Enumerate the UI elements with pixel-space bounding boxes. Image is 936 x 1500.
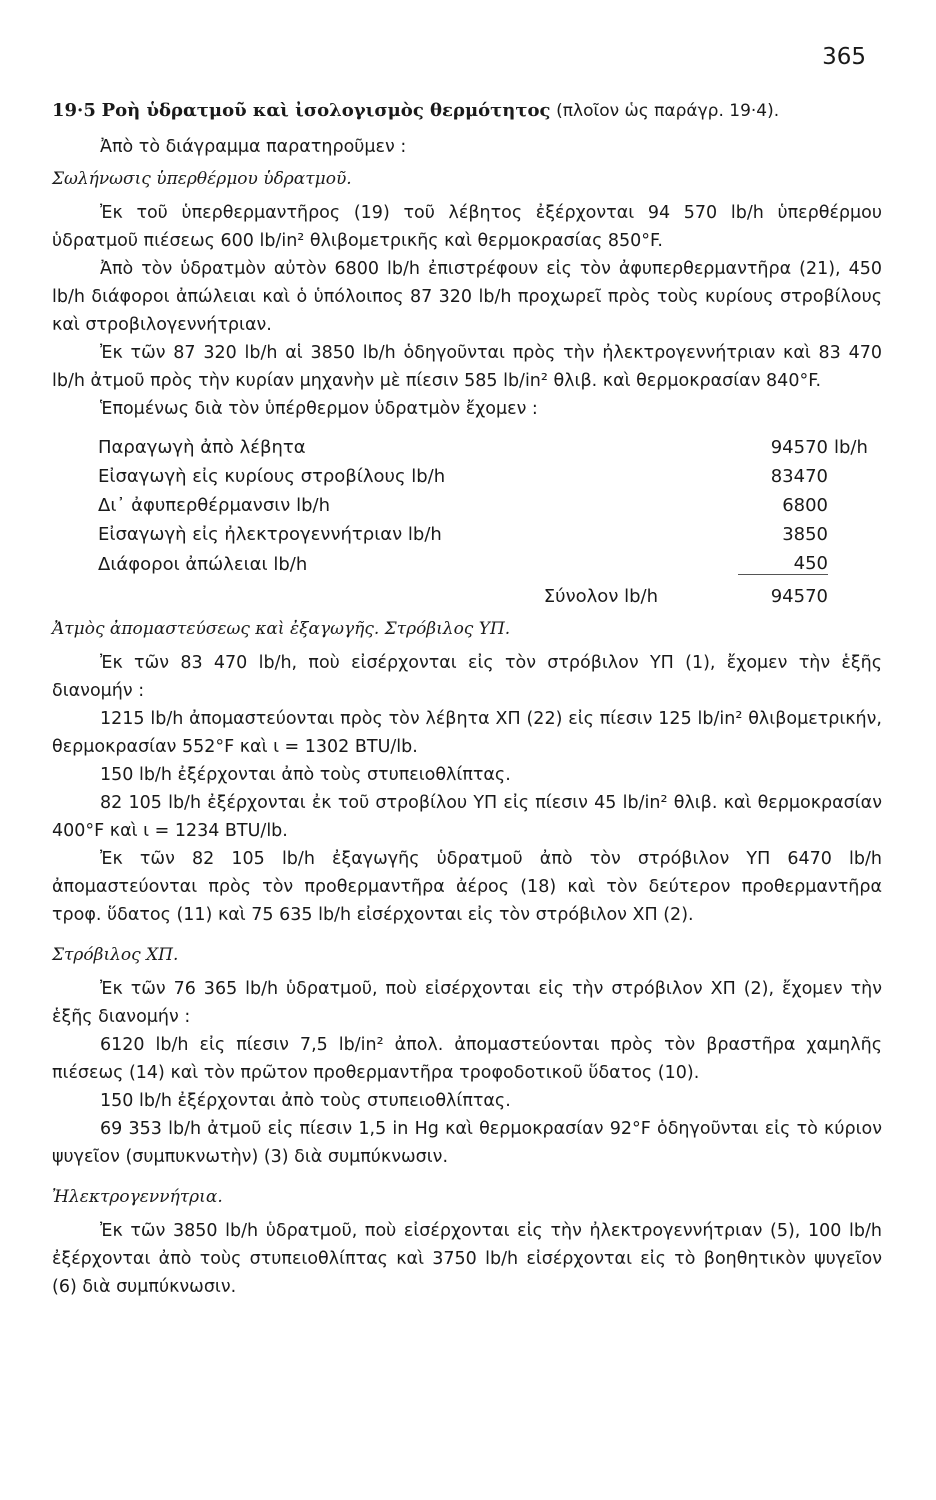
table-row [98, 516, 874, 545]
subheading-extraction-hp-turbine: Ἀτμὸς ἀπομαστεύσεως καὶ ἐξαγωγῆς. Στρόβιλος ΥΠ. [52, 619, 511, 639]
table-row [98, 487, 874, 516]
table-row [98, 458, 874, 487]
total-value: 94570 [770, 586, 828, 607]
row-label: Παραγωγὴ ἀπὸ λέβητα [98, 437, 306, 458]
paragraph: 6120 lb/h εἰς πίεσιν 7,5 lb/in² ἀπολ. ἀπομαστεύονται πρὸς τὸν βραστῆρα χαμηλῆς πιέσεως (14) καὶ τὸν πρῶτον προθερμαντῆρα τροφοδοτικοῦ ὕδατος (10). [52, 1035, 882, 1083]
paragraph: Ἐκ τῶν 87 320 lb/h αἱ 3850 lb/h ὁδηγοῦνται πρὸς τὴν ἠλεκτρογεννήτριαν καὶ 83 470 lb/h ἀτμοῦ πρὸς τὴν κυρίαν μηχανὴν μὲ πίεσιν 585 lb/in² θλιβ. καὶ θερμοκρασίαν 840°F. [52, 343, 882, 391]
section-title: Ροὴ ὑδρατμοῦ καὶ ἰσολογισμὸς θερμότητος [101, 100, 551, 121]
paragraph: 150 lb/h ἐξέρχονται ἀπὸ τοὺς στυπειοθλίπτας. [100, 1091, 511, 1111]
steam-balance-table [98, 429, 874, 607]
table-row [98, 429, 874, 458]
section-heading [52, 100, 882, 121]
subheading-generator: Ἠλεκτρογεννήτρια. [52, 1187, 223, 1207]
paragraph: 150 lb/h ἐξέρχονται ἀπὸ τοὺς στυπειοθλίπτας. [100, 765, 511, 785]
page-number: 365 [822, 44, 866, 70]
paragraph: Ἐκ τῶν 76 365 lb/h ὑδρατμοῦ, ποὺ εἰσέρχονται εἰς τὴν στρόβιλον ΧΠ (2), ἔχομεν τὴν ἑξῆς διανομήν : [52, 979, 882, 1027]
paragraph: Ἀπὸ τὸν ὑδρατμὸν αὐτὸν 6800 lb/h ἐπιστρέφουν εἰς τὸν ἀφυπερθερμαντῆρα (21), 450 lb/h διάφοροι ἀπώλειαι καὶ ὁ ὑπόλοιπος 87 320 lb/h προχωρεῖ πρὸς τοὺς κυρίους στροβίλους καὶ στροβιλογεννήτριαν. [52, 259, 882, 335]
section-number: 19·5 [52, 100, 96, 121]
paragraph: 82 105 lb/h ἐξέρχονται ἐκ τοῦ στροβίλου ΥΠ εἰς πίεσιν 45 lb/in² θλιβ. καὶ θερμοκρασίαν 400°F καὶ ι = 1234 BTU/lb. [52, 793, 882, 841]
paragraph: Ἐκ τῶν 83 470 lb/h, ποὺ εἰσέρχονται εἰς τὸν στρόβιλον ΥΠ (1), ἔχομεν τὴν ἑξῆς διανομήν : [52, 653, 882, 701]
row-unit [828, 545, 874, 575]
total-unit [828, 575, 874, 608]
total-label: Σύνολον lb/h [543, 586, 658, 607]
table-row [98, 545, 874, 575]
paragraph: Ἐκ τοῦ ὑπερθερμαντῆρος (19) τοῦ λέβητος ἐξέρχονται 94 570 lb/h ὑπερθέρμου ὑδρατμοῦ πιέσεως 600 lb/in² θλιβομετρικῆς καὶ θερμοκρασίας 850°F. [52, 203, 882, 251]
paragraph: 1215 lb/h ἀπομαστεύονται πρὸς τὸν λέβητα ΧΠ (22) εἰς πίεσιν 125 lb/in² θλιβομετρικήν, θερμοκρασίαν 552°F καὶ ι = 1302 BTU/lb. [52, 709, 882, 757]
row-unit [828, 458, 874, 487]
paragraph: Ἐκ τῶν 82 105 lb/h ἐξαγωγῆς ὑδρατμοῦ ἀπὸ τὸν στρόβιλον ΥΠ 6470 lb/h ἀπομαστεύονται πρὸς τὸν προθερμαντῆρα ἀέρος (18) καὶ τὸν δεύτερον προθερμαντῆρα τροφ. ὕδατος (11) καὶ 75 635 lb/h εἰσέρχονται εἰς τὸν στρόβιλον ΧΠ (2). [52, 849, 882, 925]
row-value: 83470 [770, 466, 828, 487]
subheading-lp-turbine: Στρόβιλος ΧΠ. [52, 945, 179, 965]
row-value: 3850 [782, 524, 828, 545]
paragraph: Ἑπομένως διὰ τὸν ὑπέρθερμον ὑδρατμὸν ἔχομεν : [100, 399, 538, 419]
row-unit [828, 516, 874, 545]
row-value: 6800 [782, 495, 828, 516]
paragraph: Ἐκ τῶν 3850 lb/h ὑδρατμοῦ, ποὺ εἰσέρχονται εἰς τὴν ἠλεκτρογεννήτριαν (5), 100 lb/h ἐξέρχονται ἀπὸ τοὺς στυπειοθλίπτας καὶ 3750 lb/h εἰσέρχονται εἰς τὸ βοηθητικὸν ψυγεῖον (6) διὰ συμπύκνωσιν. [52, 1221, 882, 1297]
section-note: (πλοῖον ὡς παράγρ. 19·4). [556, 101, 780, 121]
row-unit [828, 487, 874, 516]
row-label: Δι᾽ ἀφυπερθέρμανσιν lb/h [98, 495, 330, 516]
paragraph: 69 353 lb/h ἀτμοῦ εἰς πίεσιν 1,5 in Hg καὶ θερμοκρασίαν 92°F ὁδηγοῦνται εἰς τὸ κύριον ψυγεῖον (συμπυκνωτὴν) (3) διὰ συμπύκνωσιν. [52, 1119, 882, 1167]
page-content [52, 100, 882, 1301]
row-value: 94570 [770, 437, 828, 458]
row-label: Διάφοροι ἀπώλειαι lb/h [98, 553, 308, 575]
row-unit: lb/h [834, 437, 868, 458]
row-value: 450 [738, 545, 828, 575]
table-total-row [98, 575, 874, 608]
row-label: Εἰσαγωγὴ εἰς ἠλεκτρογεννήτριαν lb/h [98, 524, 442, 545]
intro-paragraph: Ἀπὸ τὸ διάγραμμα παρατηροῦμεν : [100, 137, 407, 157]
subheading-superheated-steam: Σωλήνωσις ὑπερθέρμου ὑδρατμοῦ. [52, 169, 352, 189]
row-label: Εἰσαγωγὴ εἰς κυρίους στροβίλους lb/h [98, 466, 446, 487]
